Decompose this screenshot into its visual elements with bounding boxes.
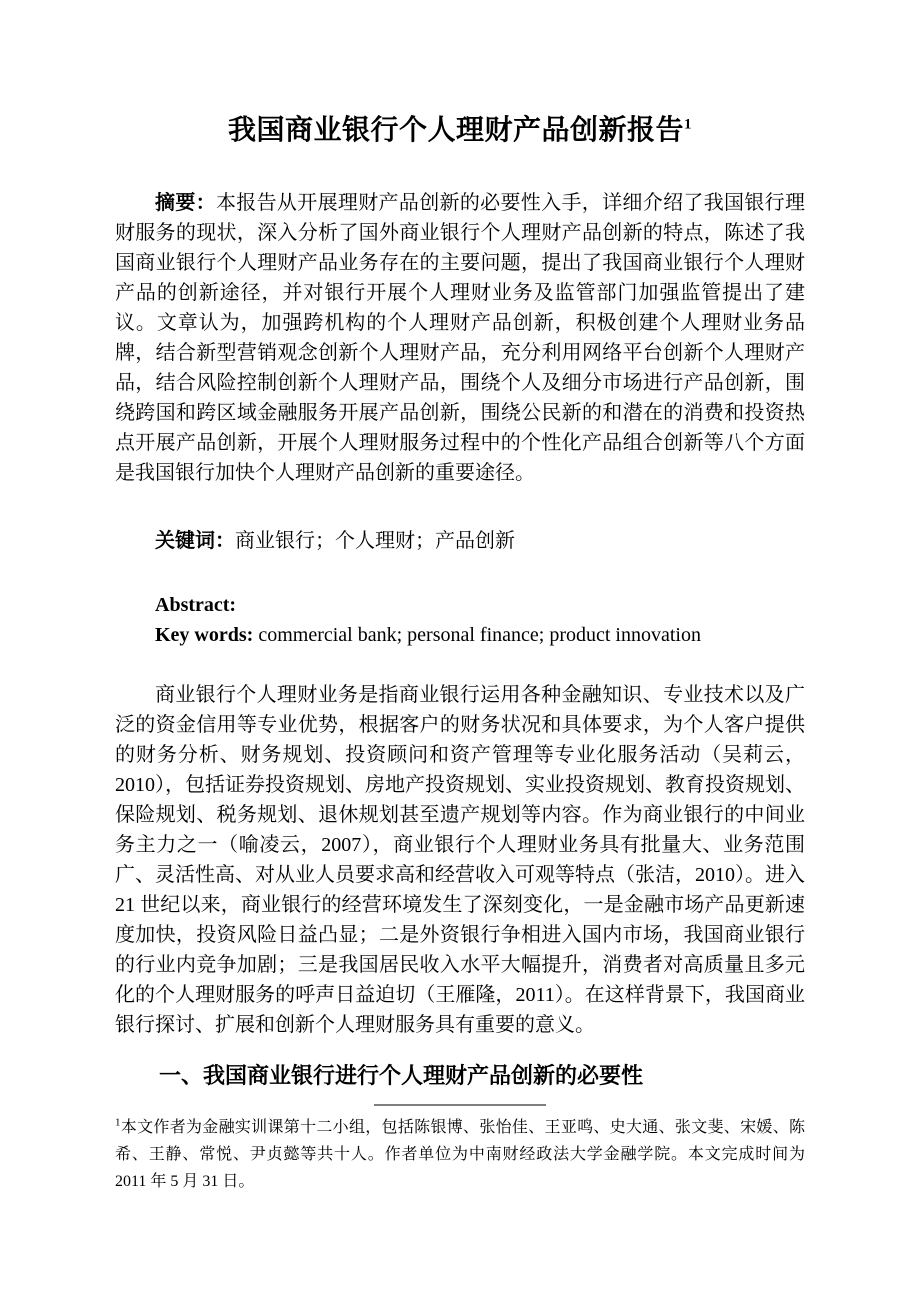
english-keywords-block (115, 590, 805, 650)
english-abstract-line (115, 590, 805, 620)
footnote-text: 本文作者为金融实训课第十二小组，包括陈银博、张怡佳、王亚鸣、史大通、张文斐、宋媛、陈希、王静、常悦、尹贞懿等共十人。作者单位为中南财经政法大学金融学院。本文完成时间为 2011 年 5 月 31 日。 (115, 1119, 805, 1190)
title-footnote-marker: 1 (684, 116, 692, 133)
english-keywords-text: commercial bank; personal finance; product innovation (253, 624, 701, 646)
keywords-line (115, 526, 805, 556)
keywords-label: 关键词： (155, 530, 235, 552)
footnote (115, 1114, 805, 1195)
english-keywords-label: Key words: (155, 624, 254, 646)
body-paragraph (115, 680, 805, 1040)
abstract-paragraph (115, 188, 805, 488)
section-heading-text: 一、我国商业银行进行个人理财产品创新的必要性 (159, 1063, 644, 1088)
abstract-text: 本报告从开展理财产品创新的必要性入手，详细介绍了我国银行理财服务的现状，深入分析了国外商业银行个人理财产品创新的特点，陈述了我国商业银行个人理财产品业务存在的主要问题，提出了我国商业银行个人理财产品的创新途径，并对银行开展个人理财业务及监管部门加强监管提出了建议。文章认为，加强跨机构的个人理财产品创新，积极创建个人理财业务品牌，结合新型营销观念创新个人理财产品，充分利用网络平台创新个人理财产品，结合风险控制创新个人理财产品，围绕个人及细分市场进行产品创新，围绕跨国和跨区域金融服务开展产品创新，围绕公民新的和潜在的消费和投资热点开展产品创新，开展个人理财服务过程中的个性化产品组合创新等八个方面是我国银行加快个人理财产品创新的重要途径。 (115, 192, 806, 484)
english-keywords-line (115, 620, 805, 650)
keywords-text: 商业银行；个人理财；产品创新 (235, 530, 515, 552)
footnote-separator (374, 1104, 546, 1106)
english-abstract-label: Abstract: (155, 594, 237, 616)
body-text: 商业银行个人理财业务是指商业银行运用各种金融知识、专业技术以及广泛的资金信用等专业优势，根据客户的财务状况和具体要求，为个人客户提供的财务分析、财务规划、投资顾问和资产管理等专业化服务活动（吴莉云，2010），包括证券投资规划、房地产投资规划、实业投资规划、教育投资规划、保险规划、税务规划、退休规划甚至遗产规划等内容。作为商业银行的中间业务主力之一（喻凌云，2007），商业银行个人理财业务具有批量大、业务范围广、灵活性高、对从业人员要求高和经营收入可观等特点（张洁，2010）。进入 21 世纪以来，商业银行的经营环境发生了深刻变化，一是金融市场产品更新速度加快，投资风险日益凸显；二是外资银行争相进入国内市场，我国商业银行的行业内竞争加剧；三是我国居民收入水平大幅提升，消费者对高质量且多元化的个人理财服务的呼声日益迫切（王雁隆，2011）。在这样背景下，我国商业银行探讨、扩展和创新个人理财服务具有重要的意义。 (115, 684, 805, 1036)
page-title (115, 112, 805, 148)
footnote-marker: 1 (115, 1116, 121, 1129)
page-title-text: 我国商业银行个人理财产品创新报告 (227, 114, 684, 145)
abstract-label: 摘要： (155, 192, 216, 214)
section-heading (115, 1058, 805, 1094)
